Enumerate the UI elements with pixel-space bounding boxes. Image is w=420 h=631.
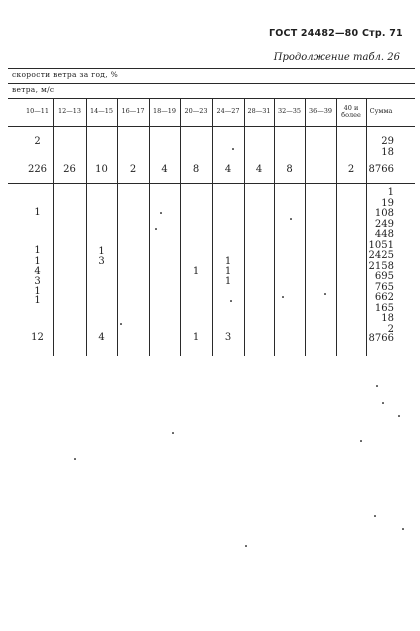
sum-cell: 165 [374,302,394,314]
table-cell: 2 [34,136,41,147]
sum-cell: 2425 [368,250,394,261]
column-divider [53,98,54,356]
sum-cell: 18 [381,147,394,158]
table-cell: 1 [34,245,41,256]
sum-cell: 2 [387,323,394,335]
table-cell: 1 [98,246,105,257]
scan-speck [324,293,326,295]
col-header-24-27: 24—27 [216,107,240,116]
col-header-14-15: 14—15 [89,107,114,116]
total-cell: 3 [224,332,232,343]
col-header-36-39: 36—39 [308,107,333,116]
table-cell: 1 [34,256,41,267]
column-divider [274,98,275,356]
table-cell: 1 [224,256,232,267]
scan-speck [230,300,232,302]
scan-speck [155,228,157,230]
scan-speck [120,323,122,325]
table-cell: 1 [34,207,41,218]
table-cell: 3 [34,276,41,287]
scan-speck [172,432,174,434]
total-sum-cell: 8766 [368,333,394,344]
col-header-32-35: 32—35 [277,107,302,116]
table-cell: 4 [34,266,41,277]
column-divider [336,98,337,356]
sum-cell: 29 [381,136,394,147]
col-header-40-plus: 40 и более [341,103,361,119]
col-header-16-17: 16—17 [121,107,145,116]
table-cell: 26 [63,164,76,175]
col-header-12-13: 12—13 [57,107,82,116]
table-cell: 2 [347,164,355,175]
header-group-label: скорости ветра за год, % [12,70,119,79]
scan-speck [402,528,404,530]
column-divider [86,98,87,356]
sum-cell: 1051 [368,239,394,251]
total-cell: 4 [98,332,105,343]
table-cell: 8 [192,164,200,175]
sum-cell: 18 [381,313,394,324]
scan-speck [245,545,247,547]
column-divider [244,98,245,356]
table-cell: 2 [129,164,137,175]
sum-cell: 1 [387,187,394,198]
table-cell: 1 [34,286,41,297]
sum-cell: 695 [374,271,394,282]
continuation-caption: Продолжение табл. 26 [273,52,400,63]
standard-number: ГОСТ 24482—80 [269,28,359,39]
column-divider [117,98,118,356]
sum-cell: 662 [374,292,394,303]
total-cell: 1 [192,332,200,343]
sum-cell: 8766 [368,164,394,175]
sum-cell: 249 [374,218,394,230]
sum-cell: 19 [381,197,394,209]
sum-cell: 448 [374,229,394,240]
scan-speck [398,415,400,417]
sum-cell: 2158 [368,260,394,272]
col-header-20-23: 20—23 [184,107,208,116]
total-cell: 12 [31,332,44,343]
column-divider [149,98,150,356]
col-header-sum: Сумма [369,107,393,116]
scan-speck [232,148,234,150]
scan-speck [374,515,376,517]
table-cell: 4 [255,164,263,175]
scan-speck [360,440,362,442]
scan-speck [382,402,384,404]
header-rule-1 [8,83,415,84]
sum-cell: 765 [374,281,394,293]
scan-speck [160,212,162,214]
table-cell: 1 [224,276,232,287]
page-number: Стр. 71 [362,28,403,39]
col-header-28-31: 28—31 [247,107,271,116]
column-divider [180,98,181,356]
table-cell: 8 [286,164,293,175]
col-header-10-11: 10—11 [25,107,50,116]
scan-speck [376,385,378,387]
scan-speck [290,218,292,220]
table-top-rule [8,68,415,69]
scan-speck [282,296,284,298]
table-cell: 1 [34,295,41,306]
scan-speck [74,458,76,460]
column-divider [305,98,306,356]
header-unit-label: ветра, м/с [12,85,55,94]
table-cell: 4 [224,164,232,175]
column-divider [212,98,213,356]
table-cell: 4 [161,164,168,175]
table-cell: 10 [95,164,108,175]
table-cell: 1 [192,266,200,277]
block-separator-rule [8,183,415,184]
sum-cell: 108 [374,208,394,219]
table-cell: 226 [27,164,48,175]
table-cell: 1 [224,266,232,277]
table-cell: 3 [98,256,105,267]
col-header-18-19: 18—19 [152,107,177,116]
